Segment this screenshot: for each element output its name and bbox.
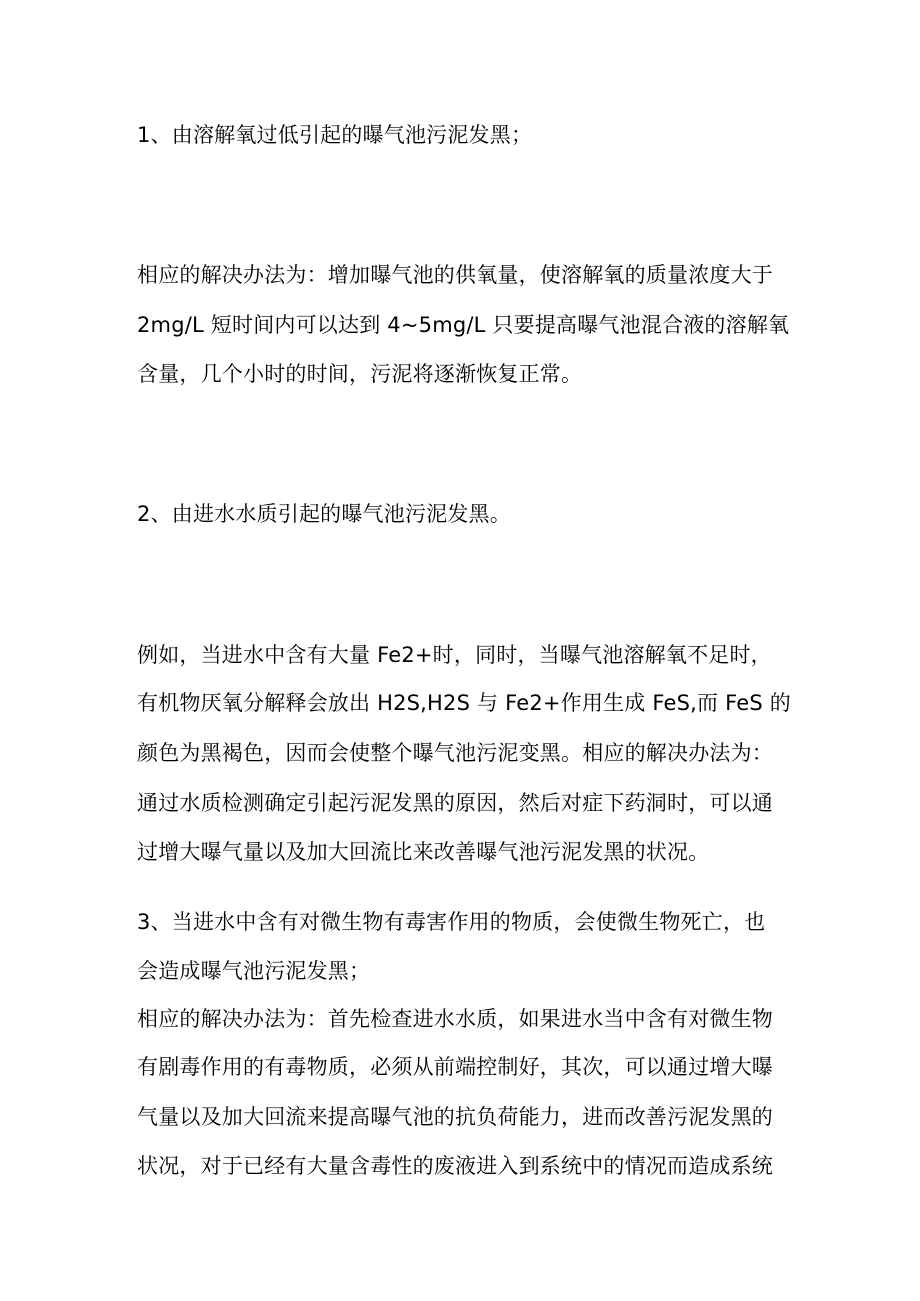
paragraph-line: 相应的解决办法为：首先检查进水水质，如果进水当中含有对微生物 [137, 1007, 773, 1031]
heading-3: 3、当进水中含有对微生物有毒害作用的物质，会使微生物死亡，也 [137, 910, 766, 934]
paragraph-line: 会造成曝气池污泥发黑； [137, 959, 371, 983]
heading-2: 2、由进水水质引起的曝气池污泥发黑。 [137, 502, 511, 526]
heading-1: 1、由溶解氧过低引起的曝气池污泥发黑； [137, 123, 533, 147]
paragraph-line: 颜色为黑褐色，因而会使整个曝气池污泥变黑。相应的解决办法为： [137, 741, 773, 765]
paragraph-line: 气量以及加大回流来提高曝气池的抗负荷能力，进而改善污泥发黑的 [137, 1105, 773, 1129]
paragraph-line: 状况，对于已经有大量含毒性的废液进入到系统中的情况而造成系统 [137, 1154, 773, 1178]
paragraph-line: 含量，几个小时的时间，污泥将逐渐恢复正常。 [137, 362, 583, 386]
paragraph-line: 2mg/L 短时间内可以达到 4~5mg/L 只要提高曝气池混合液的溶解氧 [137, 313, 790, 337]
paragraph-line: 过增大曝气量以及加大回流比来改善曝气池污泥发黑的状况。 [137, 840, 710, 864]
paragraph-line: 通过水质检测确定引起污泥发黑的原因，然后对症下药洞时，可以通 [137, 791, 773, 815]
paragraph-line: 有剧毒作用的有毒物质，必须从前端控制好，其次，可以通过增大曝 [137, 1055, 773, 1079]
paragraph-line: 有机物厌氧分解释会放出 H2S,H2S 与 Fe2+作用生成 FeS,而 FeS 的 [137, 691, 791, 715]
paragraph-line: 相应的解决办法为：增加曝气池的供氧量，使溶解氧的质量浓度大于 [137, 263, 773, 287]
paragraph-line: 例如，当进水中含有大量 Fe2+时，同时，当曝气池溶解氧不足时， [137, 643, 772, 667]
